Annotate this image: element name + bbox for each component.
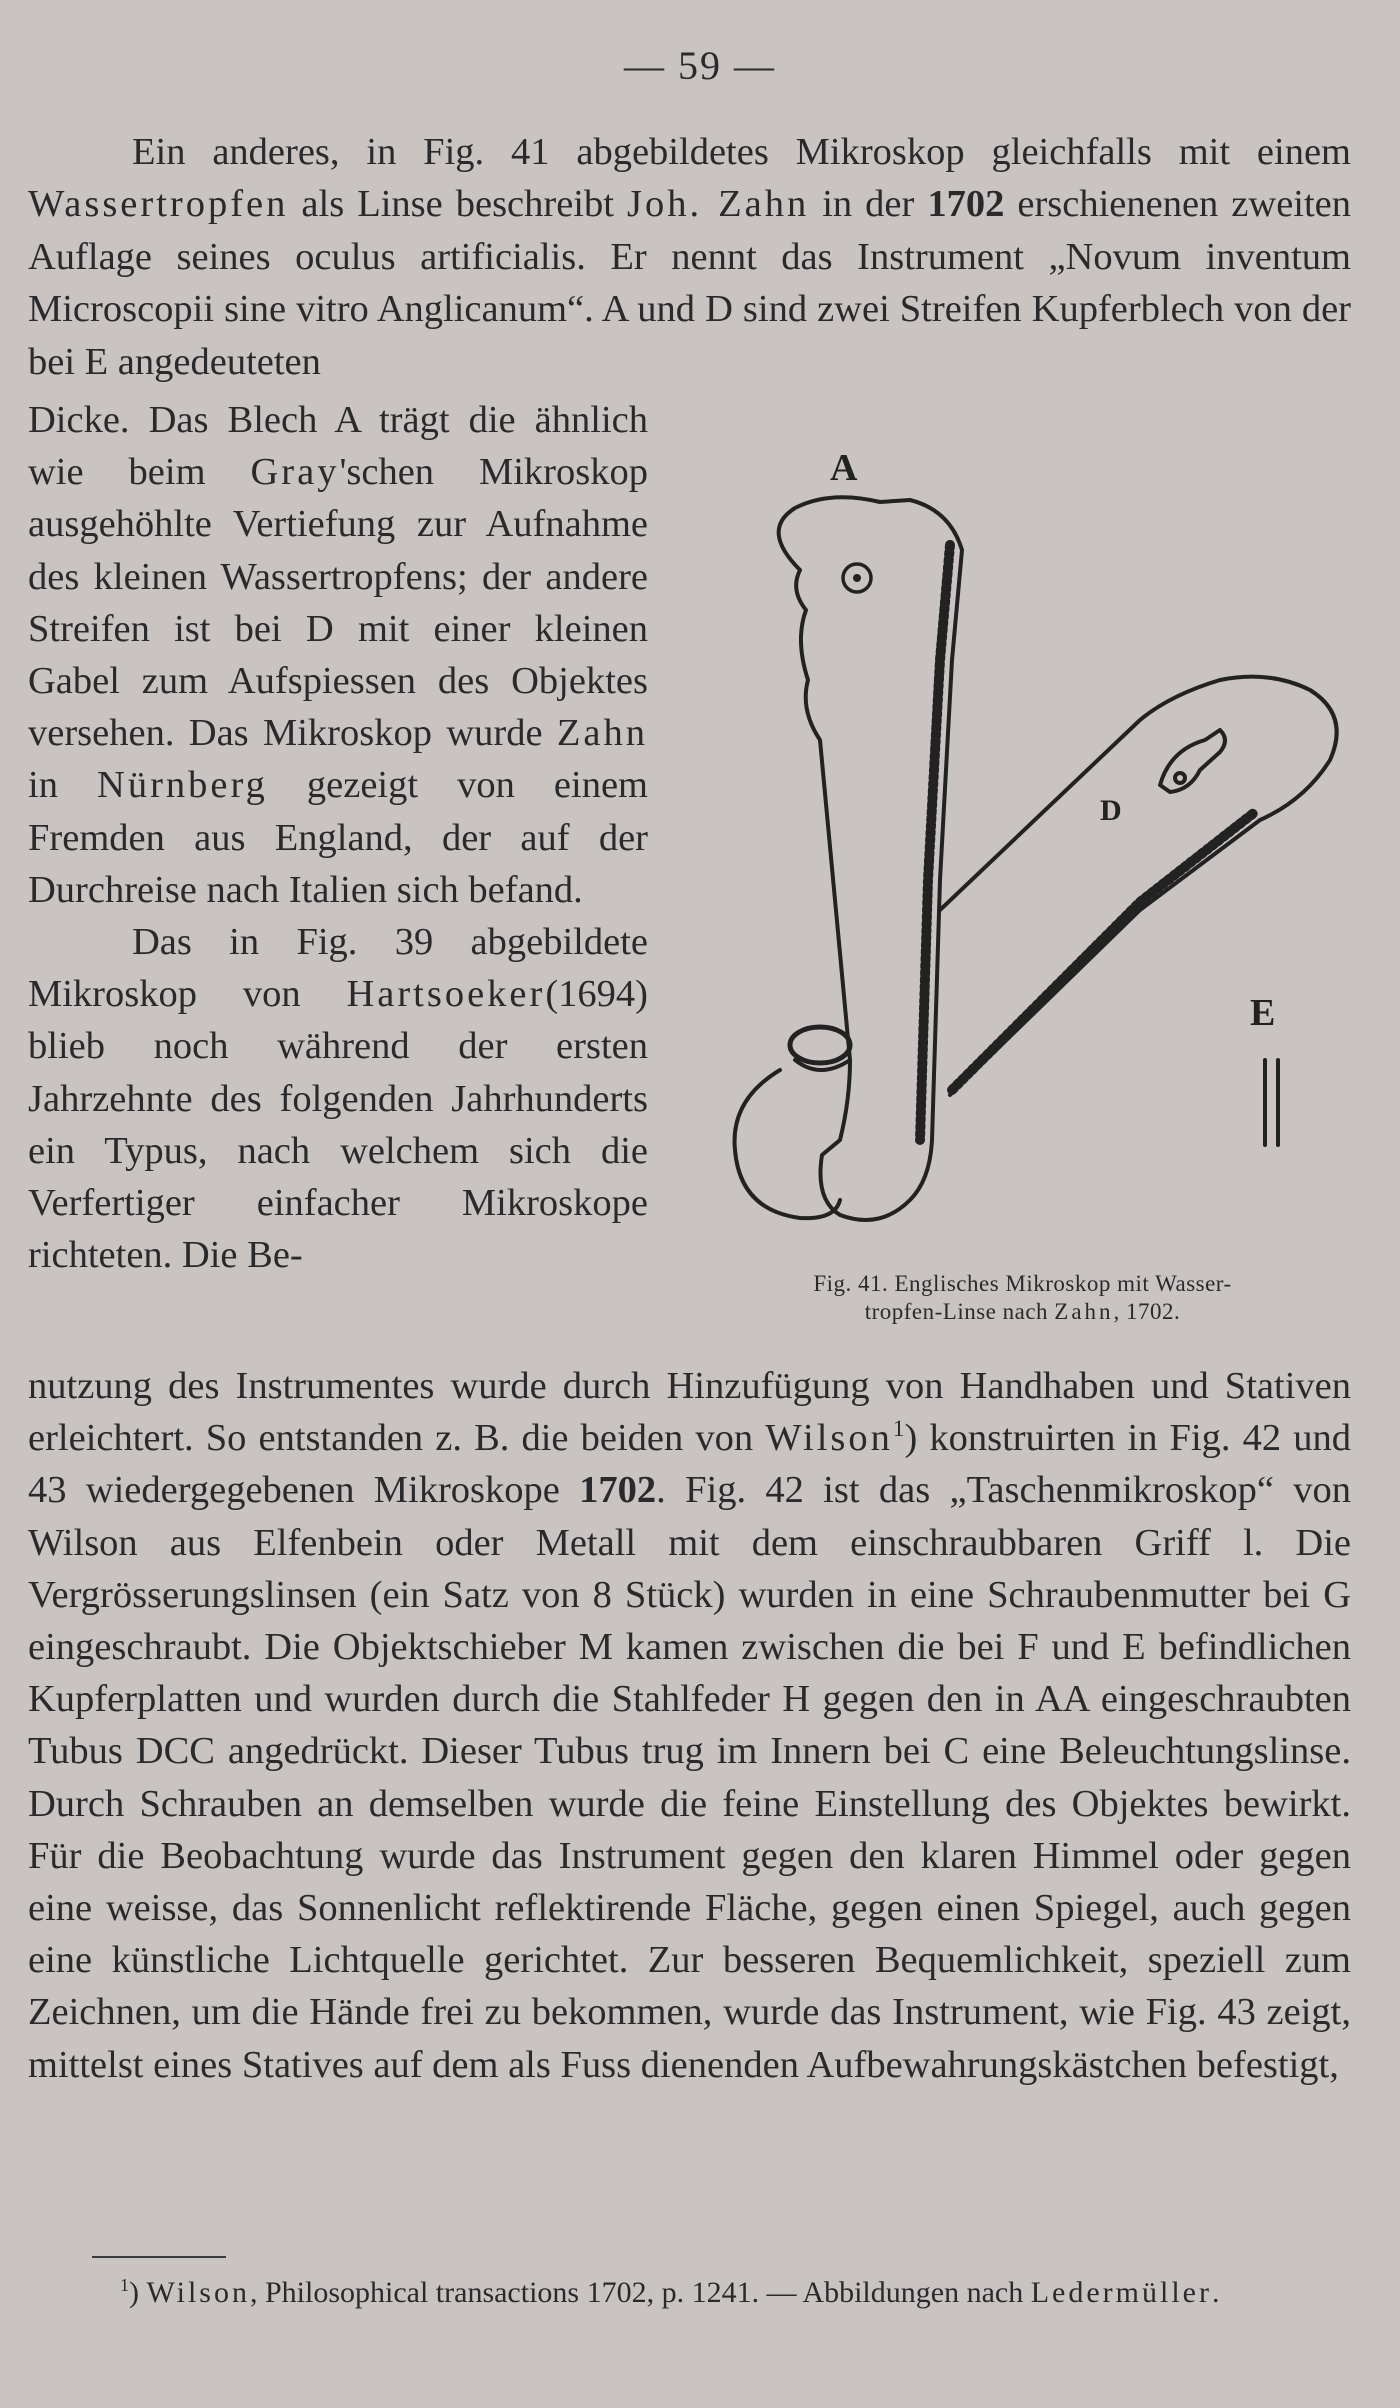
author-name: Zahn (1054, 1299, 1114, 1324)
text-span: , 1702. (1113, 1299, 1181, 1324)
text-span: nutzung des Instrumentes wurde durch Hinzufügung von Handhaben und Stativen erleichtert. So entstanden z. B. die beiden von (28, 1365, 1351, 1460)
author-name: Ledermüller (1030, 2276, 1212, 2309)
figure-caption (700, 1270, 1345, 1326)
author-name: Wilson (146, 2276, 250, 2309)
paragraph-hartsoeker (28, 916, 648, 1281)
footnote (28, 2272, 1351, 2314)
text-span: tropfen-Linse nach (864, 1299, 1055, 1324)
text-span: ) konstruirten in Fig. 42 und 43 wiedergegebenen Mikroskope (28, 1417, 1351, 1512)
text-span: gezeigt von einem Fremden aus England, der auf der Durchreise nach Italien sich befand. (28, 764, 649, 911)
author-name: Joh. Zahn (626, 183, 810, 226)
screw-knob (790, 1027, 850, 1063)
text-span: Dicke. Das Blech A trägt die ähnlich wie beim (28, 399, 648, 494)
text-span: erschienenen zweiten Auflage seines oculus artificialis. Er nennt das Instrument „Novum inventum Microscopii sine vitro Anglicanum“. A und D sind zwei Streifen Kupferblech von der bei E angedeuteten (28, 183, 1352, 383)
place-name: Nürnberg (97, 764, 268, 807)
footnote-marker: 1 (120, 2275, 129, 2295)
year: 1702 (927, 183, 1005, 226)
caption-line-2 (700, 1298, 1345, 1326)
text-span: Das in Fig. 39 abgebildete Mikroskop von (28, 921, 648, 1016)
lens-opening-dot (853, 574, 861, 582)
paragraph-wilson (28, 1360, 1351, 2091)
text-span: in der (809, 183, 928, 226)
plate-a-outline (779, 497, 962, 1220)
plate-d-outline (940, 677, 1337, 1095)
paragraph-fig41-intro (28, 126, 1351, 388)
text-span: 'schen Mikroskop ausgehöhlte Vertiefung zur Aufnahme des kleinen Wassertropfens; der andere Streifen ist bei D mit einer kleinen Gabel zum Aufspiessen des Objektes versehen. Das Mikroskop wurde (28, 451, 648, 755)
paragraph-fig41-continued (28, 394, 648, 916)
caption-line-1: Fig. 41. Englisches Mikroskop mit Wasser- (813, 1271, 1232, 1296)
text-span: . Fig. 42 ist das „Taschenmikroskop“ von Wilson aus Elfenbein oder Metall mit dem einschraubbaren Griff l. Die Vergrösserungslinsen (ein Satz von 8 Stück) wurden in eine Schraubenmutter bei G eingeschraubt. Die Objektschieber M kamen zwischen die bei F und E befindlichen Kupferplatten und wurden durch die Stahlfeder H gegen den in AA eingeschraubten Tubus DCC angedrückt. Dieser Tubus trug im Innern bei C eine Beleuchtungslinse. Durch Schrauben an demselben wurde die feine Einstellung des Objektes bewirkt. Für die Beobachtung wurde das Instrument gegen den klaren Himmel oder gegen eine weisse, das Sonnenlicht reflektirende Fläche, gegen einen Spiegel, auch gegen eine künstliche Lichtquelle gerichtet. Zur besseren Bequemlichkeit, speziell zum Zeichnen, um die Hände frei zu bekommen, wurde das Instrument, wie Fig. 43 zeigt, mittelst eines Statives auf dem als Fuss dienenden Aufbewahrungskästchen befestigt, (28, 1469, 1351, 2086)
text-span: (1694) blieb noch während der ersten Jahrzehnte des folgenden Jahrhunderts ein Typus, nach welchem sich die Verfertiger einfacher Mikroskope richteten. Die Be- (28, 973, 648, 1277)
author-name: Gray (250, 451, 340, 494)
paragraph-left-column (28, 394, 648, 1281)
paragraph-bottom (28, 1360, 1351, 2091)
text-span: , Philosophical transactions 1702, p. 1241. — Abbildungen nach (249, 2276, 1031, 2309)
fork-d (1160, 730, 1225, 792)
figure-label-d: D (1100, 794, 1122, 827)
year: 1702 (579, 1469, 657, 1512)
text-span: ) (129, 2276, 147, 2309)
footnote-ref[interactable]: 1 (892, 1415, 905, 1442)
figure-label-e: E (1250, 992, 1276, 1034)
author-name: Wilson (765, 1417, 893, 1460)
text-span: Ein anderes, in Fig. 41 abgebildetes Mikroskop gleichfalls mit einem (132, 131, 1351, 173)
text-span: . (1211, 2276, 1220, 2309)
page-number: — 59 — (624, 43, 776, 88)
emphasized-term: Wassertropfen (28, 183, 289, 226)
author-name: Hartsoeker (346, 973, 546, 1016)
footnote-text (28, 2272, 1351, 2314)
author-name: Zahn (556, 712, 648, 755)
footnote-divider (92, 2256, 226, 2258)
text-span: in (28, 764, 98, 807)
paragraph-top (28, 126, 1351, 388)
figure-label-a: A (830, 447, 858, 489)
text-span: als Linse beschreibt (288, 183, 627, 226)
microscope-drawing (700, 440, 1350, 1270)
figure-41-microscope (700, 440, 1350, 1270)
